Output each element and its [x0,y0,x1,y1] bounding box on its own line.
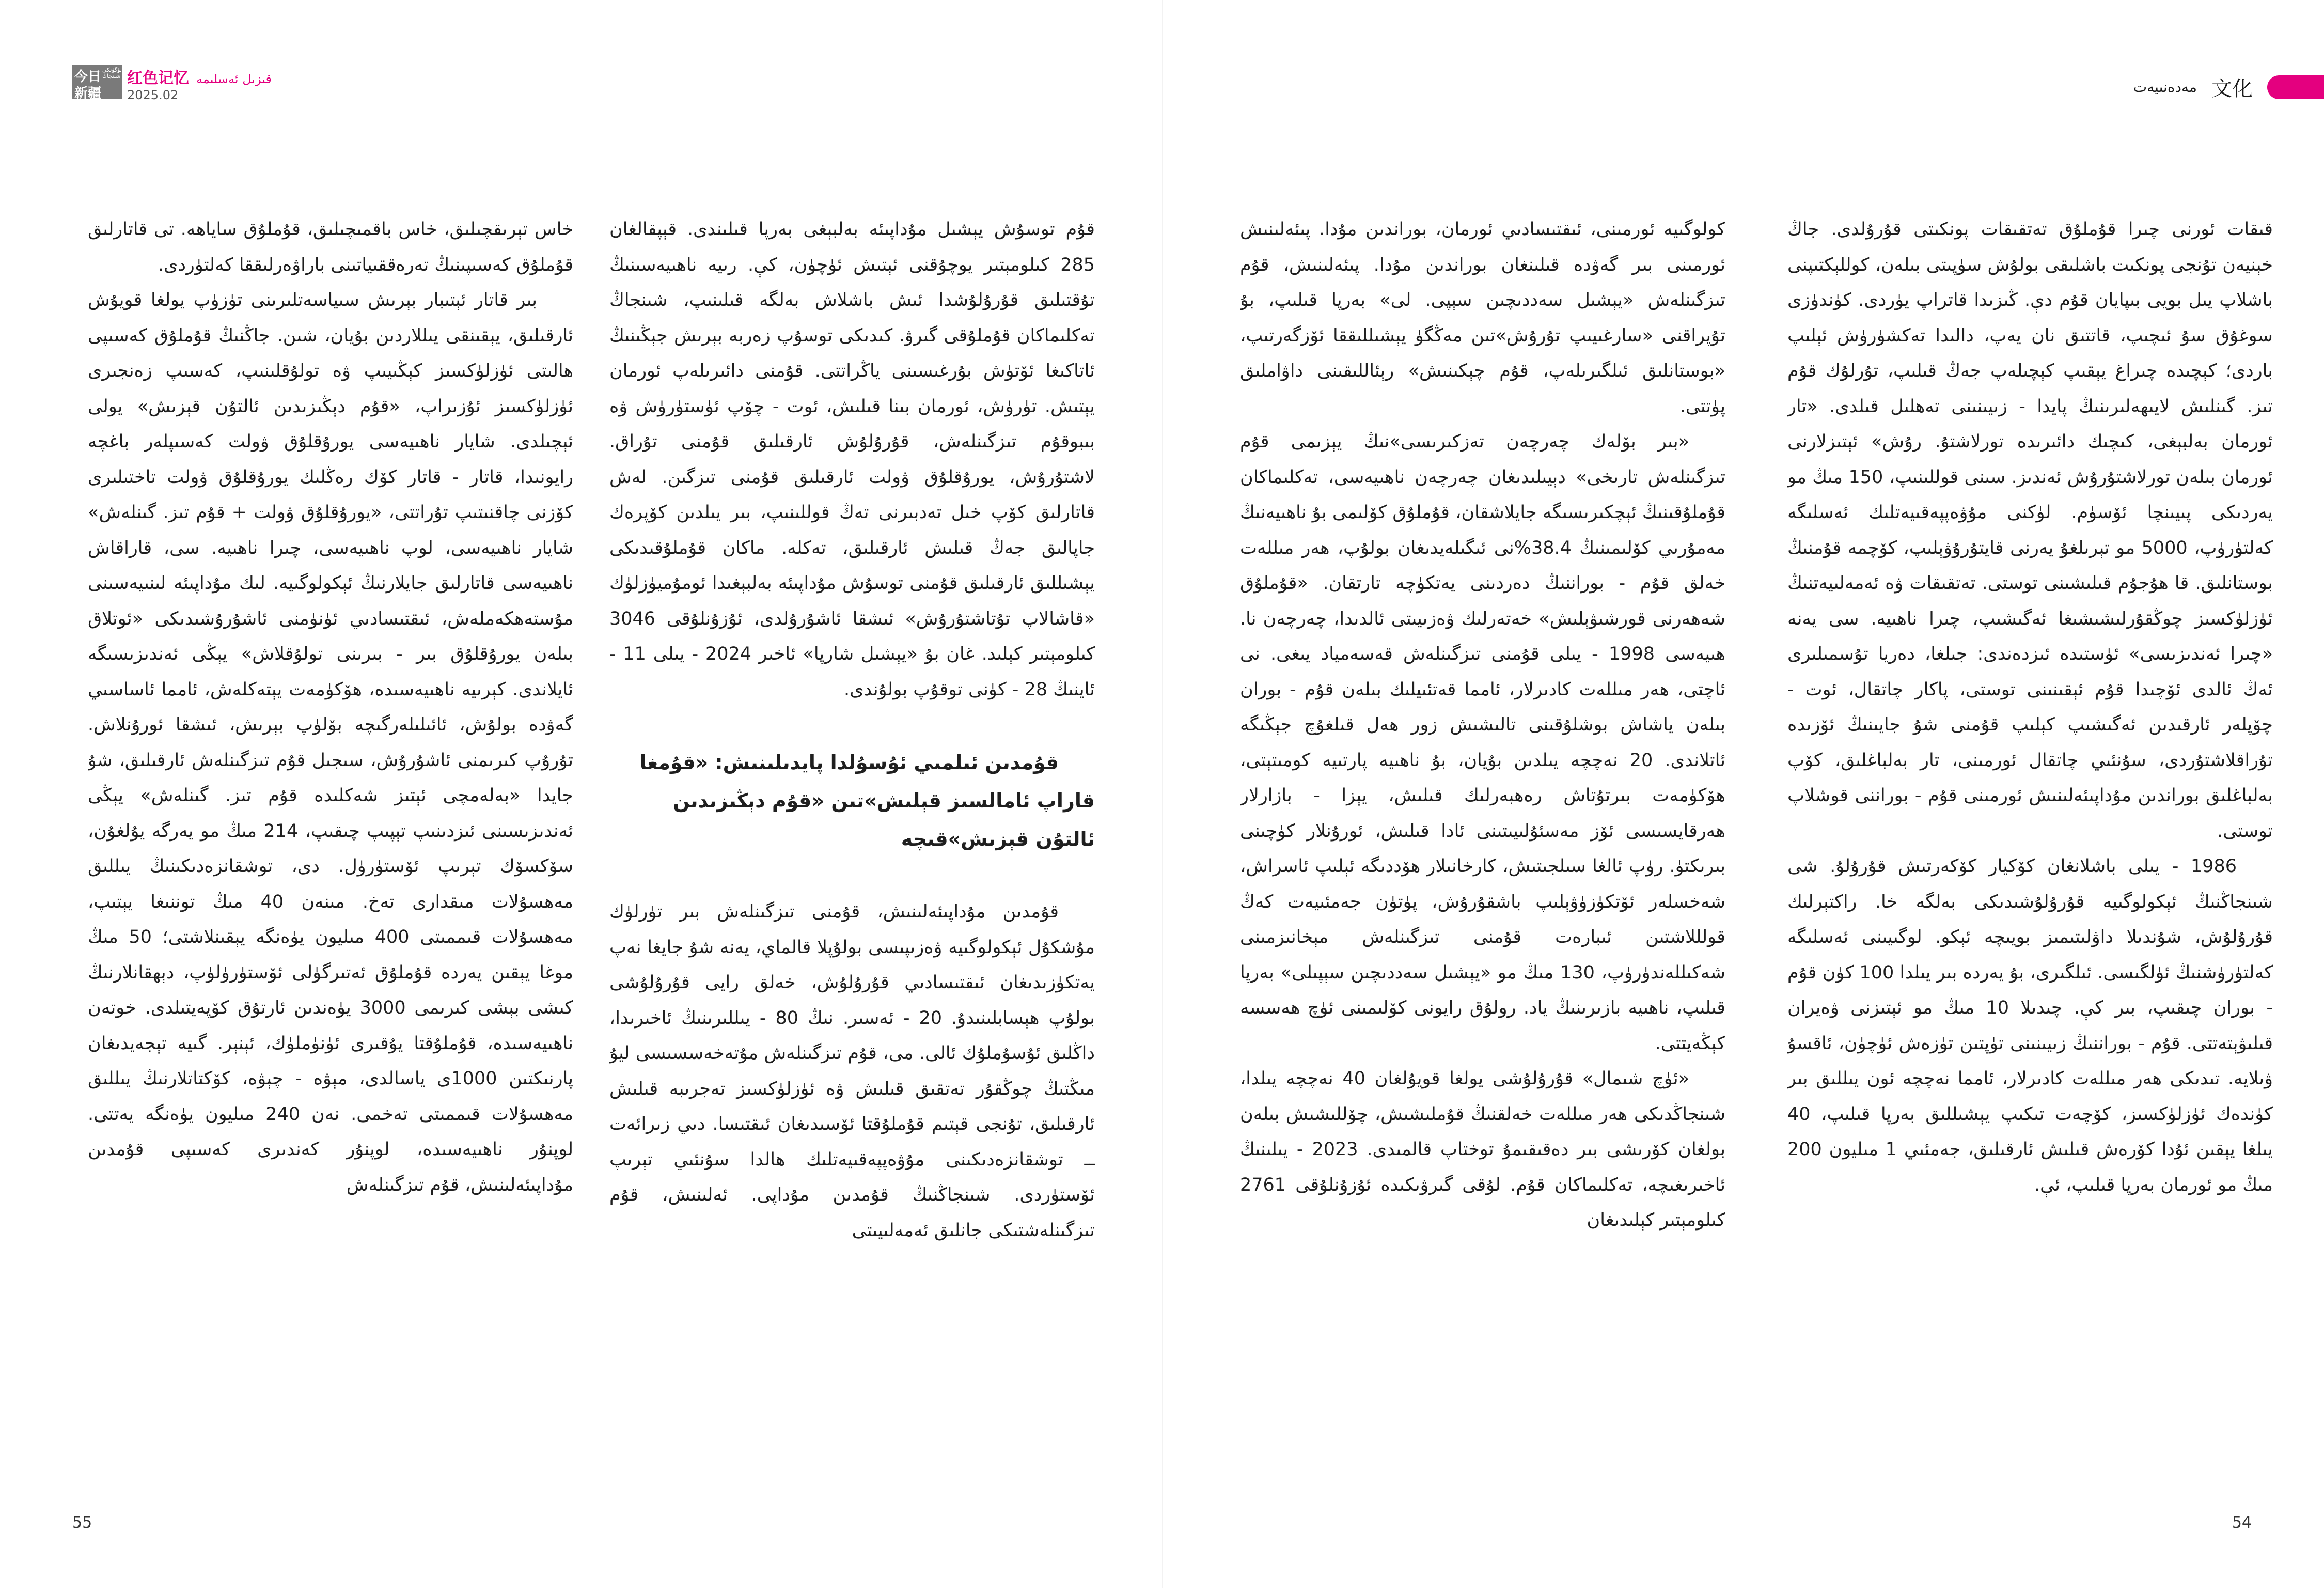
paragraph: قۇم توسۇش يېشىل مۇداپىئە بەلبېغى بەرپا قىلىندى. قېپقالغان 285 كىلومېتىر يوچۇقنى ئېتىش ئۈچۈن، كې. رىيە ناھىيەسىنىڭ تۇقتىلىق قۇرۇلۇشدا ئىش باشلاش بەلگە قىلىنىپ، شىنجاڭ تەكلىماكان قۇملۇقى گىرۋ. كىدىكى توسۇپ زەربە بېرىش جېڭىنىڭ ئاتاكىغا ئۆتۈش بۇرغىسىنى ياڭراتتى. قۇمنى دائىرىلەپ ئورمان يېتىش. تۈرۈش، ئورمان بىنا قىلىش، ئوت - چۆپ ئۈستۈرۈش ۋە بىبوقۇم تىزگىنلەش، قۇرۇلۇش ئارقىلىق قۇمنى تۇراق. لاشتۇرۇش، يورۇقلۇق ۋولت ئارقىلىق قۇمنى تىزگىن. لەش قاتارلىق كۆپ خىل تەدبىرنى تەڭ قوللىنىپ، بىر يىلدىن كۆپرەك جاپالىق جەڭ قىلىش ئارقىلىق، تەكلە. ماكان قۇملۇقىدىكى يېشىللىق ئارقىلىق قۇمنى توسۇش مۇداپىئە بەلبېغىدا ئومۇميۈزلۈك «قاشالاپ تۇتاشتۇرۇش» ئىشقا ئاشۇرۇلدى، ئۇزۇنلۇقى 3046 كىلومېتىر كېلىد. غان بۇ «يېشىل شارپا» ئاخىر 2024 - يىلى 11 - ئاينىڭ 28 - كۈنى توقۇپ بولۇندى. [609,219,1095,700]
left-page-column-right [609,212,1095,1498]
right-page-column-right [1787,212,2273,1498]
magazine-logo [72,65,122,99]
paragraph: قىقات ئورنى چىرا قۇملۇق تەتقىقات پونكىتى قۇرۇلدى. جاڭ خېنيەن تۇنجى پونكىت باشلىقى بولۇش سۈپىتى بىلەن، كوللېكتىپنى باشلاپ يىل بويى بىپايان قۇم دې. ڭىزىدا قاتراپ يۈردى. كۈندۈزى سوغۇق سۇ ئىچىپ، قاتتىق نان يەپ، دالىدا تەكشۈرۈش ئېلىپ باردى؛ كېچىدە چىراغ يېقىپ كېچىلەپ جەڭ قىلىپ، تۇرلۇك قۇم تىز. گىنلىش لايىھەلىرىنىڭ پايدا - زىيىنىنى تەھلىل قىلدى. «تار ئورمان بەلبېغى، كىچىك دائىرىدە تورلاشتۇ. رۇش» ئېتىزلارنى ئورمان بىلەن تورلاشتۇرۇش ئەندىز. سىنى قوللىنىپ، 150 مىڭ مو يەردىكى پىيىنچا ئۆسۈم. لۈكنى مۇۋەپپەقىيەتلىك ئەسلىگە كەلتۈرۈپ، 5000 مو تېرىلغۇ يەرنى قايتۇرۇۋېلىپ، كۆچمە قۇمنىڭ بوستانلىق. قا ھۇجۇم قىلىشىنى توستى. تەتقىقات ۋە ئەمەلىيەتنىڭ ئۈزلۈكسىز چوڭقۇرلىشىشىغا ئەگىشىپ، چىرا ناھىيە. سى يەنە «چىرا ئەندىزىسى» ئۈستىدە ئىزدەندى: جىلغا، دەريا تۇسمىلىرى ئەڭ ئالدى ئۆچىدا قۇم ئېقىنىنى توستى، پاكار چاتقال، ئوت - چۆپلەر ئارقىدىن ئەگىشىپ كېلىپ قۇمنى شۇ جايىنىڭ ئۆزىدە تۇراقلاشتۇردى، سۇنئىي چاتقال ئورمىنى، تار بەلباغلىق، كۆپ بەلباغلىق بوراندىن مۇداپىئەلىنىش ئورمىنى قۇم - بوراننى قوشلاپ توستى. [1787,219,2273,842]
right-page-column-left [1240,212,1725,1498]
column-header [127,65,272,102]
right-page [1162,0,2324,1588]
logo-small-text: بۈگۈنكى شىنجاڭ [102,67,122,80]
paragraph: قۇمدىن مۇداپىئەلىنىش، قۇمنى تىزگىنلەش بىر تۈرلۈك مۇشكۇل ئېكولوگىيە ۋەزىپىسى بولۇپلا قالماي، يەنە شۇ جايغا نەپ يەتكۈزىدىغان ئىقتىسادىي قۇرۇلۇش، خەلق رايى قۇرۇلۇشى بولۇپ ھېسابلىنىدۇ. 20 - ئەسىر. نىڭ 80 - يىللىرىنىڭ ئاخىرىدا، داڭلىق ئۇسۇملۇك ئالى. مى، قۇم تىزگىنلەش مۇتەخەسسىسى ليۇ مىڭتىڭ چوڭقۇر تەتقىق قىلىش ۋە ئۈزلۈكسىز تەجرىبە قىلىش ئارقىلىق، تۇنجى قېتىم قۇملۇقتا ئۆسىدىغان ئىقتىسا. دىي زىرائەت ــ توشقانزەدىكىنى مۇۋەپپەقىيەتلىك ھالدا سۇنئىي تېرىپ ئۆستۈردى. شىنجاڭنىڭ قۇمدىن مۇداپى. ئەلىنىش، قۇم تىزگىنلەشتىكى جانلىق ئەمەلىيىتى [609,901,1095,1241]
issue-number: 2025.02 [127,88,179,102]
paragraph: 1986 - يىلى باشلانغان كۆكيار كۆكەرتىش قۇرۇلۇ. شى شىنجاڭنىڭ ئېكولوگىيە قۇرۇلۇشىدىكى بەلگە خا. راكتېرلىك قۇرۇلۇش، شۇندىلا داۋلىتىمىز بويىچە ئېكو. لوگىيىنى ئەسلىگە كەلتۈرۈشنىڭ ئۈلگىسى. ئىلگىرى، بۇ يەردە بىر يىلدا 100 كۈن قۇم - بوران چىقىپ، بىر كې. چىدىلا 10 مىڭ مو ئېتىزنى ۋەيران قىلىۋېتەتتى. قۇم - بوراننىڭ زىيىنىنى تۈپتىن تۈزەش ئۈچۈن، ئاقسۇ ۋىلايە. تىدىكى ھەر مىللەت كادىرلار، ئامما نەچچە ئون يىللىق بىر كۈندەك ئۈزلۈكسىز، كۆچەت تىكىپ يېشىللىق بەرپا قىلىپ، 40 يىلغا يېقىن ئۇدا كۆرەش قىلىش ئارقىلىق، جەمئىي 1 مىليون 200 مىڭ مو ئورمان بەرپا قىلىپ، ئې. [1787,856,2273,1195]
logo-line2: 新疆 [74,86,102,101]
paragraph: خاس تېرىقچىلىق، خاس باقمىچىلىق، قۇملۇق ساياھە. تى قاتارلىق قۇملۇق كەسىپىنىڭ تەرەققىياتىنى باراۋەرلىققا كەلتۈردى. [88,219,573,275]
paragraph: «بىر بۆلەك چەرچەن تەزكىرىسى»نىڭ يېزىمى قۇم تىزگىنلەش تارىخى» دېيىلىدىغان چەرچەن ناھىيەسى، تەكلىماكان قۇملۇقىنىڭ ئېچكىرىسىگە جايلاشقان، قۇملۇق كۆلىمى بۇ ناھىيەنىڭ مەمۇرىي كۆلىمىنىڭ 38.4%نى ئىگىلەيدىغان بولۇپ، ھەر مىللەت خەلق قۇم - بوراننىڭ دەردىنى يەتكۈچە تارتقان. «قۇملۇق شەھەرنى قورشىۋېلىش» خەتەرلىك ۋەزىيىتى ئالدىدا، چەرچەن نا. ھىيەسى 1998 - يىلى قۇمنى تىزگىنلەش قەسەمياد يىغى. نى ئاچتى، ھەر مىللەت كادىرلار، ئامما قەتئىيلىك بىلەن قۇم - بوران بىلەن ياشاش بوشلۇقىنى تالىشىش زور ھەل قىلغۇچ جېڭىگە ئاتلاندى. 20 نەچچە يىلدىن بۇيان، بۇ ناھىيە پارتىيە كومىتېتى، ھۆكۈمەت بىرتۇتاش رەھبەرلىك قىلىش، يېزا - بازارلار ھەرقايسىسى ئۆز مەسئۇلىيىتىنى ئادا قىلىش، ئورۇنلار كۈچىنى بىرىكتۈ. رۈپ ئالغا سىلجىتىش، كارخانىلار ھۆددىگە ئېلىپ ئاسراش، شەخسلەر ئۆتكۈزۈۋېلىپ باشقۇرۇش، پۈتۈن جەمئىيەت كەڭ قولللاشتىن ئىبارەت قۇمنى تىزگىنلەش مېخانىزمىنى شەكىللەندۈرۈپ، 130 مىڭ مو «يېشىل سەددىچىن سېپىلى» بەرپا قىلىپ، ناھىيە بازىرىنىڭ ياد. رولۇق رايونى كۆلىمىنى ئۈچ ھەسسە كېڭەيتتى. [1240,431,1725,1054]
paragraph: كولوگىيە ئورمىنى، ئىقتىسادىي ئورمان، بوراندىن مۇدا. پىئەلىنىش ئورمىنى بىر گەۋدە قىلىنغان بوراندىن مۇدا. پىئەلىنىش، قۇم تىزگىنلەش «يېشىل سەددىچىن سېپى. لى» بەرپا قىلىپ، بۇ تۇپراقنى «سارغىيىپ تۇرۇش»تىن مەڭگۈ يېشىللىققا ئۆزگەرتىپ، «بوستانلىق ئىلگىرىلەپ، قۇم چېكىنىش» رېئاللىقىنى داۋاملىق پۈتتى. [1240,219,1725,417]
left-page-header [72,65,272,101]
left-page-column-left [88,212,573,1498]
column-title-cn: 红色记忆 [127,69,189,87]
paragraph: بىر قاتار ئېتىبار بېرىش سىياسەتلىرىنى تۈزۈپ يولغا قويۇش ئارقىلىق، يېقىنقى يىللاردىن بۇيان، شىن. جاڭنىڭ قۇملۇق كەسىپى ھالىتى ئۈزلۈكسىز كېڭىيىپ ۋە تولۇقلىنىپ، كەسىپ زەنجىرى ئۈزلۈكسىز ئۇزىراپ، «قۇم دېڭىزىدىن ئالتۇن قېزىش» يولى ئېچىلدى. شايار ناھىيەسى يورۇقلۇق ۋولت كەسىپلەر باغچە رايونىدا، قاتار - قاتار كۆك رەڭلىك يورۇقلۇق ۋولت تاختىلىرى كۆزنى چاقنىتىپ تۇراتتى، «يورۇقلۇق ۋولت + قۇم تىز. گىنلەش» شايار ناھىيەسى، لوپ ناھىيەسى، چىرا ناھىيە. سى، قاراقاش ناھىيەسى قاتارلىق جايلارنىڭ ئېكولوگىيە. لىك مۇداپىئە لىنىيەسىنى مۇستەھكەملەش، ئىقتىسادىي ئۈنۈمنى ئاشۇرۇشىدىكى «ئوتلاق بىلەن يورۇقلۇق بىر - بىرىنى تولۇقلاش» يېڭى ئەندىزىسىگە ئايلاندى. كېرىيە ناھىيەسىدە، ھۆكۈمەت يېتەكلەش، ئامما ئاساسىي گەۋدە بولۇش، ئائىلىلەرگىچە بۆلۈپ بېرىش، ئىشقا ئورۇنلاش. تۇرۇپ كىرىمنى ئاشۇرۇش، سىجىل قۇم تىزگىنلەش ئارقىلىق، شۇ جايدا «بەلەمچى ئېتىز شەكلىدە قۇم تىز. گىنلەش» يېڭى ئەندىزىسىنى ئىزدىنىپ تېپىپ چىقىپ، 214 مىڭ مو يەرگە يۇلغۇن، سۆكسۆك تېرىپ ئۆستۈرۈل. دى، توشقانزەدىكىنىڭ يىللىق مەھسۇلات مىقدارى تەخ. مىنەن 40 مىڭ توننىغا يېتىپ، مەھسۇلات قىممىتى 400 مىليون يۈەنگە يېقىنلاشتى؛ 50 مىڭ موغا يېقىن يەردە قۇملۇق ئەتىرگۈلى ئۆستۈرۈلۈپ، دېھقانلارنىڭ كىشى بېشى كىرىمى 3000 يۈەندىن ئارتۇق كۆپەيتىلدى. خوتەن ناھىيەسىدە، قۇملۇقتا يۇقىرى ئۈنۈملۈك، ئېنېر. گىيە تېجەيدىغان پارنىكتىن 1000ى ياسالدى، مېۋە - چېۋە، كۆكتاتلارنىڭ يىللىق مەھسۇلات قىممىتى تەخمى. نەن 240 مىليون يۈەنگە يەتتى. لوپنۇر ناھىيەسىدە، لوپنۇر كەندىرى كەسىپى قۇمدىن مۇداپىئەلىنىش، قۇم تىزگىنلەش [88,290,573,1195]
page-number-right: 54 [2232,1514,2252,1532]
section-title-cn: 文化 [2211,77,2253,101]
section-heading: قۇمدىن ئىلمىي ئۇسۇلدا پايدىلىنىش: «قۇمغا قاراپ ئامالسىز قېلىش»تىن «قۇم دېڭىزىدىن ئالتۇن قېزىش»قىچە [639,751,1095,850]
section-tab-marker [2267,75,2324,99]
paragraph: «ئۈچ شىمال» قۇرۇلۇشى يولغا قويۇلغان 40 نەچچە يىلدا، شىنجاڭدىكى ھەر مىللەت خەلقنىڭ قۇملىشىش، چۆللىشىش بىلەن بولغان كۆرىشى بىر دەقىقىمۇ توختاپ قالمىدى. 2023 - يىلىنىڭ ئاخىرىغىچە، تەكلىماكان قۇم. لۇقى گىرۋىكىدە ئۇزۇنلۇقى 2761 كىلومېتىر كېلىدىغان [1240,1068,1725,1231]
page-number-left: 55 [72,1514,92,1532]
section-title-ug: مەدەنىيەت [2133,79,2197,96]
logo-line1: 今日 [74,69,102,85]
right-page-header [2133,72,2324,102]
column-title-ug: قىزىل ئەسلىمە [196,72,272,86]
